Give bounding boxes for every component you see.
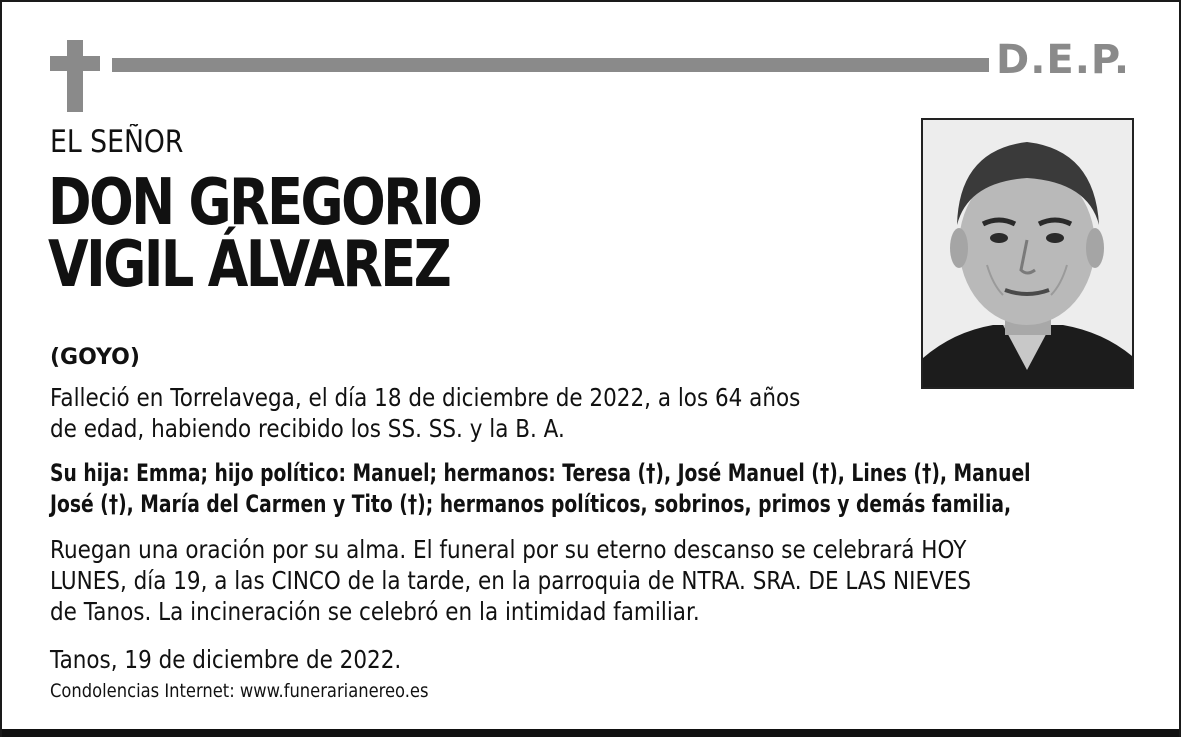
death-notice-line: de edad, habiendo recibido los SS. SS. y la B. A. <box>50 414 565 443</box>
death-notice-line: Falleció en Torrelavega, el día 18 de diciembre de 2022, a los 64 años <box>50 383 801 412</box>
family-line: Su hija: Emma; hijo político: Manuel; hermanos: Teresa (†), José Manuel (†), Lines (†), Manuel <box>50 459 1031 487</box>
death-notice-paragraph <box>50 382 800 444</box>
cross-icon <box>50 40 100 112</box>
deceased-name-line-1: DON GREGORIO <box>48 166 481 240</box>
salutation: EL SEÑOR <box>50 124 184 160</box>
deceased-name <box>48 166 481 302</box>
condolences-text: Condolencias Internet: www.funerarianereo.es <box>50 680 429 702</box>
funeral-notice-paragraph <box>50 534 971 627</box>
place-and-date-text: Tanos, 19 de diciembre de 2022. <box>50 645 402 674</box>
family-paragraph <box>50 458 1031 520</box>
condolences-link <box>50 680 429 702</box>
bottom-rule <box>2 729 1179 737</box>
nickname: (GOYO) <box>50 345 140 370</box>
deceased-name-line-2: VIGIL ÁLVAREZ <box>48 228 450 302</box>
family-line: José (†), María del Carmen y Tito (†); hermanos políticos, sobrinos, primos y demás familia, <box>50 490 1012 518</box>
funeral-notice-line: de Tanos. La incineración se celebró en la intimidad familiar. <box>50 597 700 626</box>
header-rule <box>112 58 989 72</box>
dep-label: D.E.P. <box>996 37 1131 83</box>
portrait-image <box>923 120 1132 387</box>
funeral-notice-line: LUNES, día 19, a las CINCO de la tarde, en la parroquia de NTRA. SRA. DE LAS NIEVES <box>50 566 972 595</box>
place-and-date <box>50 644 401 675</box>
funeral-notice-line: Ruegan una oración por su alma. El funeral por su eterno descanso se celebrará HOY <box>50 535 967 564</box>
portrait-photo <box>921 118 1134 389</box>
